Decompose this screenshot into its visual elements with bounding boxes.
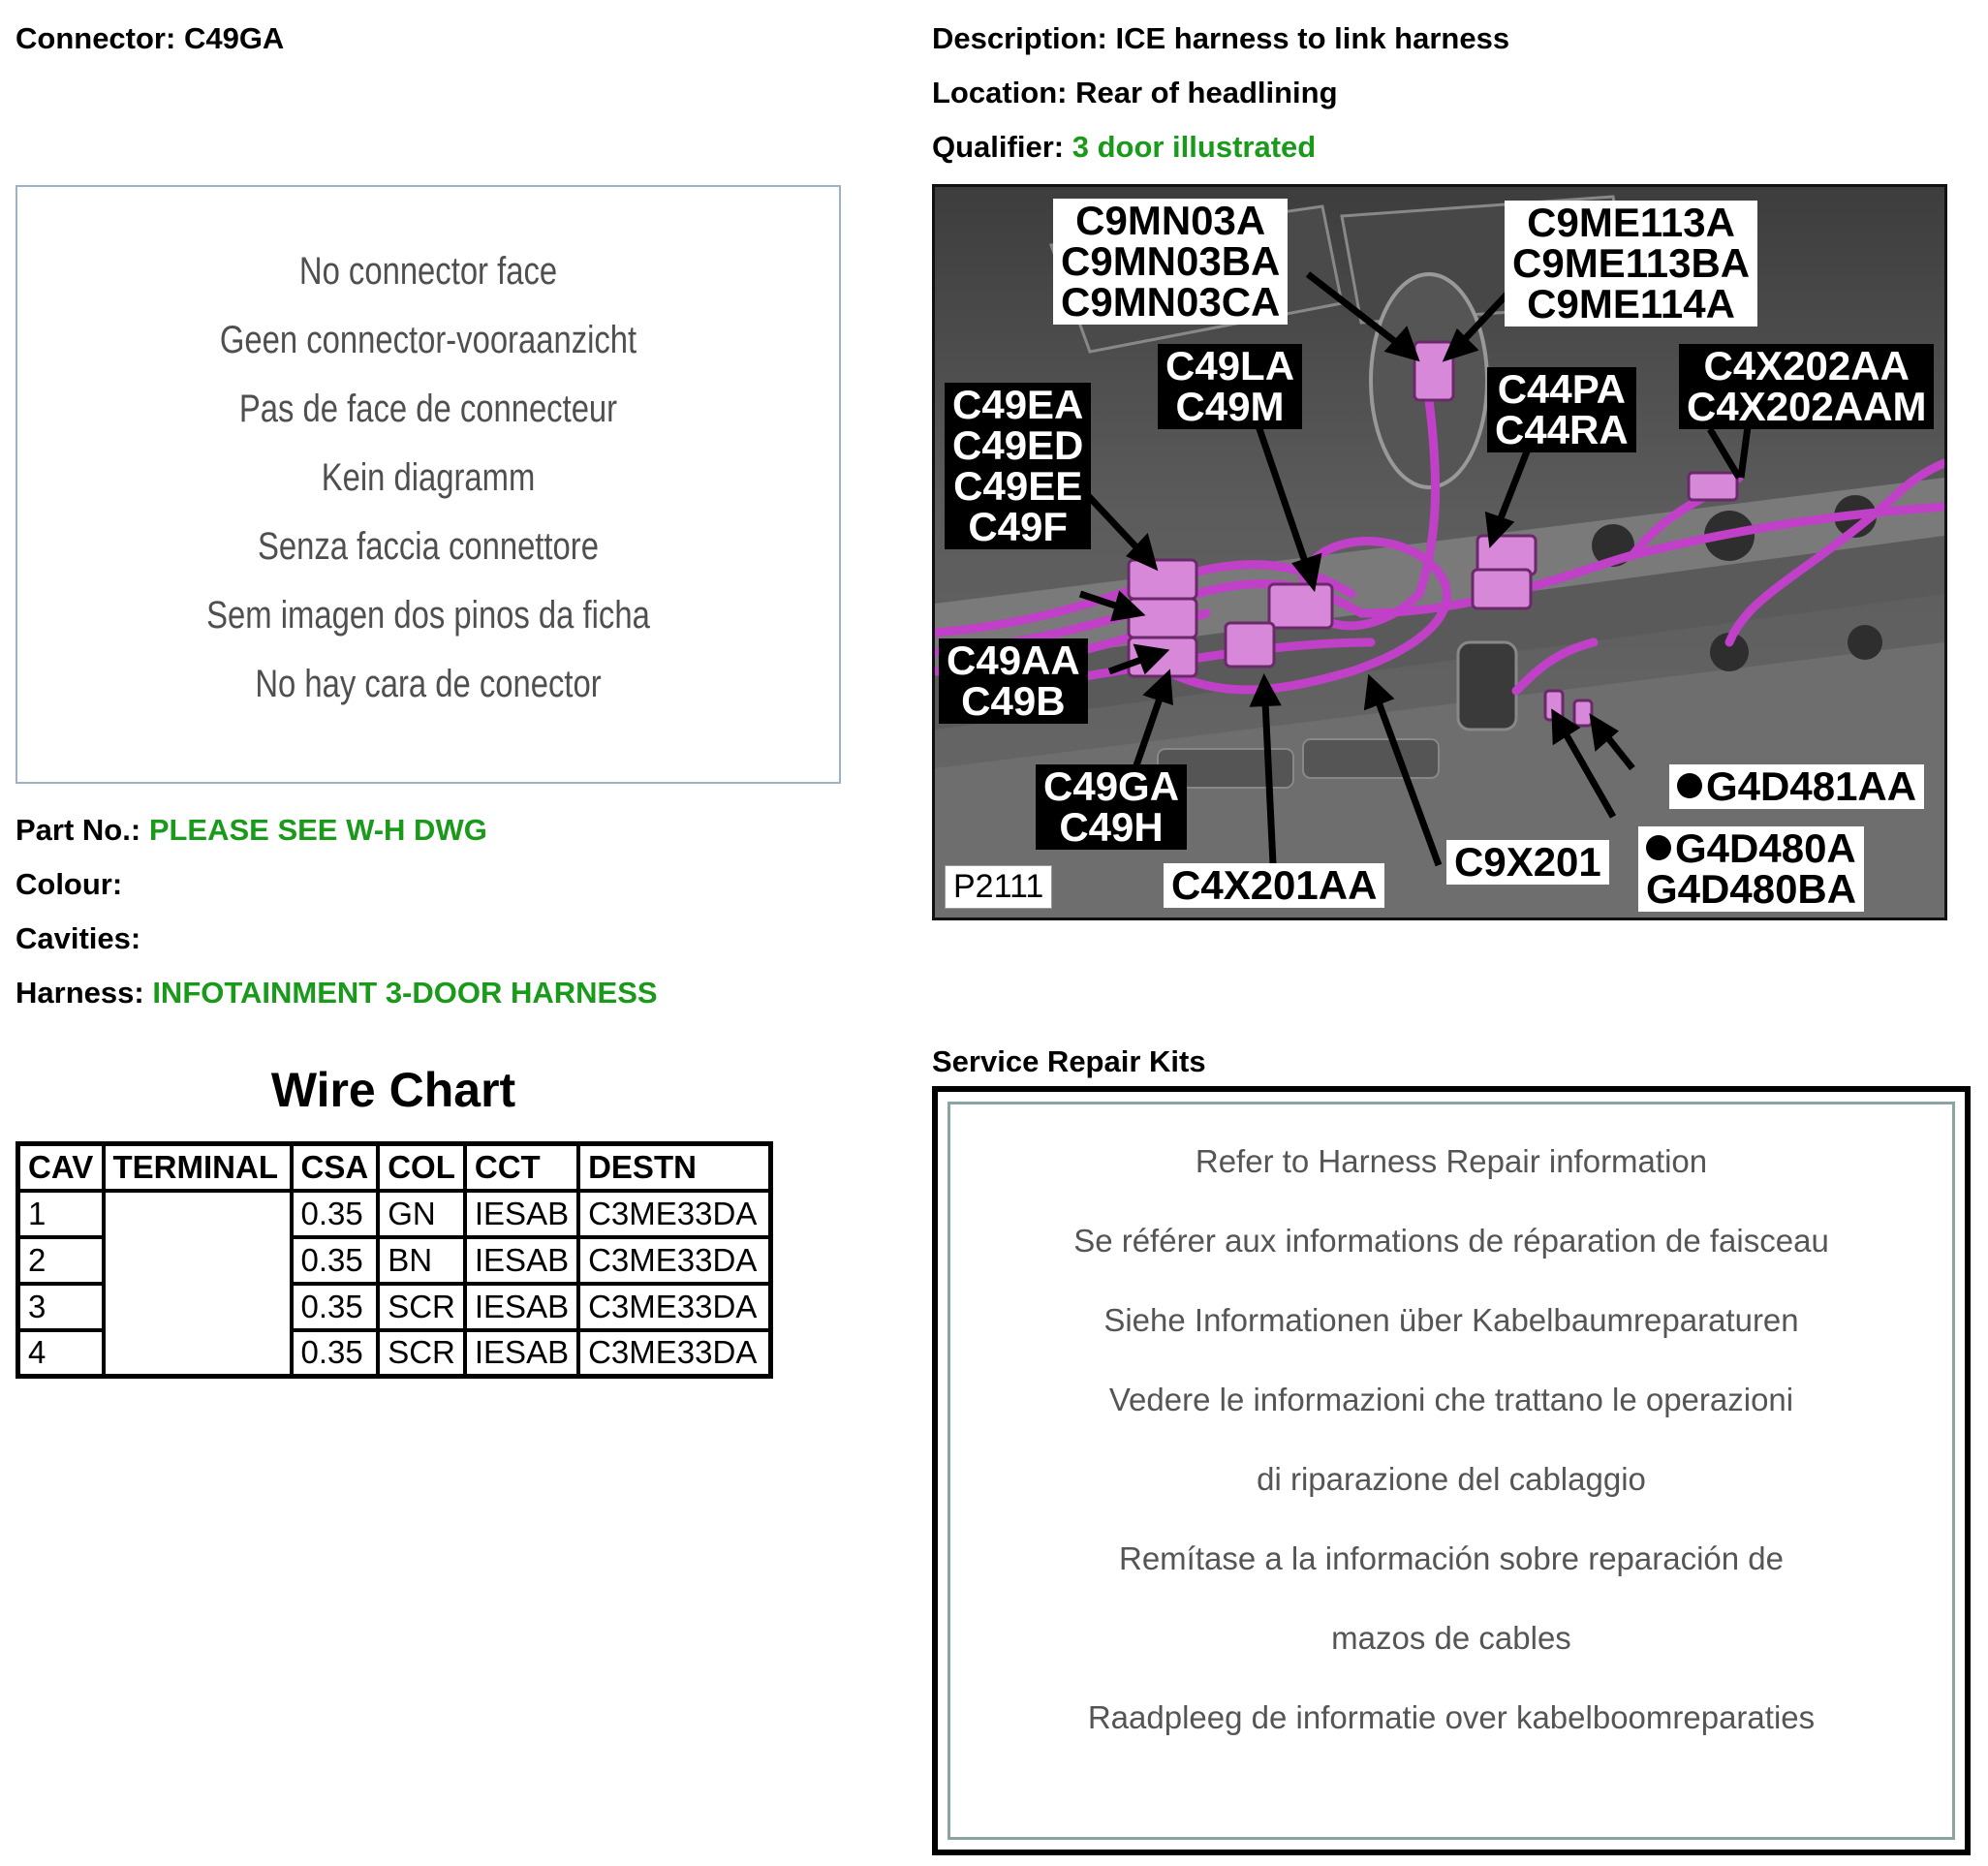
- location-label: Location:: [932, 76, 1068, 109]
- location-value: Rear of headlining: [1075, 76, 1338, 109]
- callout-c4x201: C4X201AA: [1164, 863, 1384, 908]
- connector-face-line: Geen connector-vooraanzicht: [219, 319, 637, 361]
- cell-cct: IESAB: [465, 1191, 578, 1237]
- service-repair-text: [950, 1145, 1952, 1781]
- table-row: [18, 1284, 771, 1330]
- cell-cct: IESAB: [465, 1330, 578, 1377]
- callout-c44pa: C44PA C44RA: [1487, 367, 1636, 452]
- connector-field: [16, 21, 284, 56]
- cell-cav: 4: [18, 1330, 104, 1377]
- service-repair-line: mazos de cables: [1331, 1620, 1571, 1656]
- callout-g4d480: [1638, 826, 1864, 912]
- callout-g4d481: [1669, 764, 1924, 809]
- column-header-col: COL: [378, 1144, 465, 1191]
- cell-terminal: [104, 1191, 292, 1237]
- callout-c49ga: C49GA C49H: [1036, 764, 1187, 850]
- colour-field: [16, 867, 122, 902]
- cell-terminal: [104, 1330, 292, 1377]
- table-row: [18, 1191, 771, 1237]
- cell-cav: 2: [18, 1237, 104, 1284]
- cell-csa: 0.35: [292, 1330, 379, 1377]
- cell-destn: C3ME33DA: [578, 1237, 770, 1284]
- cell-csa: 0.35: [292, 1237, 379, 1284]
- cell-cct: IESAB: [465, 1284, 578, 1330]
- connector-face-line: Kein diagramm: [321, 456, 536, 499]
- table-row: [18, 1330, 771, 1377]
- cell-terminal: [104, 1237, 292, 1284]
- cell-col: BN: [378, 1237, 465, 1284]
- bullet-icon: [1646, 835, 1671, 860]
- callout-c9x201: C9X201: [1446, 840, 1609, 885]
- connector-face-line: Sem imagen dos pinos da ficha: [206, 594, 650, 637]
- cell-csa: 0.35: [292, 1191, 379, 1237]
- callout-c49aa: C49AA C49B: [939, 638, 1088, 724]
- harness-value: INFOTAINMENT 3-DOOR HARNESS: [152, 976, 658, 1010]
- service-repair-line: Siehe Informationen über Kabelbaumreparaturen: [1103, 1302, 1799, 1338]
- connector-face-line: Pas de face de connecteur: [238, 388, 618, 430]
- service-repair-inner: [947, 1102, 1955, 1840]
- location-image: [932, 184, 1947, 920]
- connector-label: Connector:: [16, 21, 176, 55]
- callout-c9me113: C9ME113A C9ME113BA C9ME114A: [1505, 201, 1757, 327]
- connector-face-line: Senza faccia connettore: [258, 525, 599, 568]
- cavities-label: Cavities:: [16, 921, 141, 955]
- description-value: ICE harness to link harness: [1115, 21, 1510, 55]
- service-repair-line: Refer to Harness Repair information: [1195, 1143, 1708, 1179]
- callout-g4d480-text: G4D480A G4D480BA: [1646, 825, 1857, 912]
- service-repair-title: Service Repair Kits: [932, 1044, 1206, 1078]
- cell-cct: IESAB: [465, 1237, 578, 1284]
- cell-csa: 0.35: [292, 1284, 379, 1330]
- column-header-terminal: TERMINAL: [104, 1144, 292, 1191]
- qualifier-label: Qualifier:: [932, 130, 1065, 164]
- connector-face-panel: [16, 185, 841, 784]
- wire-chart-header-row: [18, 1144, 771, 1191]
- service-repair-line: Se référer aux informations de réparation de faisceau: [1073, 1223, 1829, 1259]
- colour-label: Colour:: [16, 867, 123, 901]
- service-repair-line: Remítase a la información sobre reparación de: [1118, 1540, 1785, 1576]
- connector-value: C49GA: [183, 21, 285, 55]
- description-field: [932, 21, 1509, 56]
- callout-c49la: C49LA C49M: [1158, 344, 1302, 429]
- callout-c9mn03: C9MN03A C9MN03BA C9MN03CA: [1053, 199, 1288, 325]
- service-repair-line: di riparazione del cablaggio: [1257, 1461, 1646, 1497]
- table-row: [18, 1237, 771, 1284]
- bullet-icon: [1677, 773, 1702, 798]
- callout-g4d481-text: G4D481AA: [1706, 763, 1917, 809]
- description-label: Description:: [932, 21, 1107, 55]
- connector-face-line: No connector face: [298, 250, 558, 293]
- image-reference-code: P2111: [945, 865, 1052, 909]
- callout-c49ea: C49EA C49ED C49EE C49F: [945, 383, 1091, 549]
- cell-destn: C3ME33DA: [578, 1284, 770, 1330]
- location-field: [932, 76, 1338, 110]
- column-header-cav: CAV: [18, 1144, 104, 1191]
- column-header-destn: DESTN: [578, 1144, 770, 1191]
- cell-terminal: [104, 1284, 292, 1330]
- part-no-field: [16, 813, 487, 848]
- harness-label: Harness:: [16, 976, 144, 1010]
- callout-c4x202: C4X202AA C4X202AAM: [1679, 344, 1934, 429]
- wire-chart-table: [16, 1141, 773, 1379]
- cell-destn: C3ME33DA: [578, 1191, 770, 1237]
- column-header-csa: CSA: [292, 1144, 379, 1191]
- service-repair-line: Raadpleeg de informatie over kabelboomreparaties: [1087, 1699, 1816, 1735]
- wire-chart-title: Wire Chart: [270, 1063, 516, 1117]
- column-header-cct: CCT: [465, 1144, 578, 1191]
- cell-col: SCR: [378, 1284, 465, 1330]
- connector-face-line: No hay cara de conector: [255, 663, 602, 705]
- part-no-value: PLEASE SEE W-H DWG: [148, 813, 487, 847]
- cell-cav: 3: [18, 1284, 104, 1330]
- cell-cav: 1: [18, 1191, 104, 1237]
- part-no-label: Part No.:: [16, 813, 141, 847]
- cell-col: GN: [378, 1191, 465, 1237]
- service-repair-panel: [932, 1086, 1971, 1855]
- cavities-field: [16, 921, 140, 956]
- connector-face-text: [17, 237, 839, 719]
- harness-field: [16, 976, 658, 1011]
- qualifier-field: [932, 130, 1316, 165]
- cell-destn: C3ME33DA: [578, 1330, 770, 1377]
- qualifier-value: 3 door illustrated: [1072, 130, 1317, 164]
- service-repair-line: Vedere le informazioni che trattano le operazioni: [1108, 1382, 1794, 1417]
- cell-col: SCR: [378, 1330, 465, 1377]
